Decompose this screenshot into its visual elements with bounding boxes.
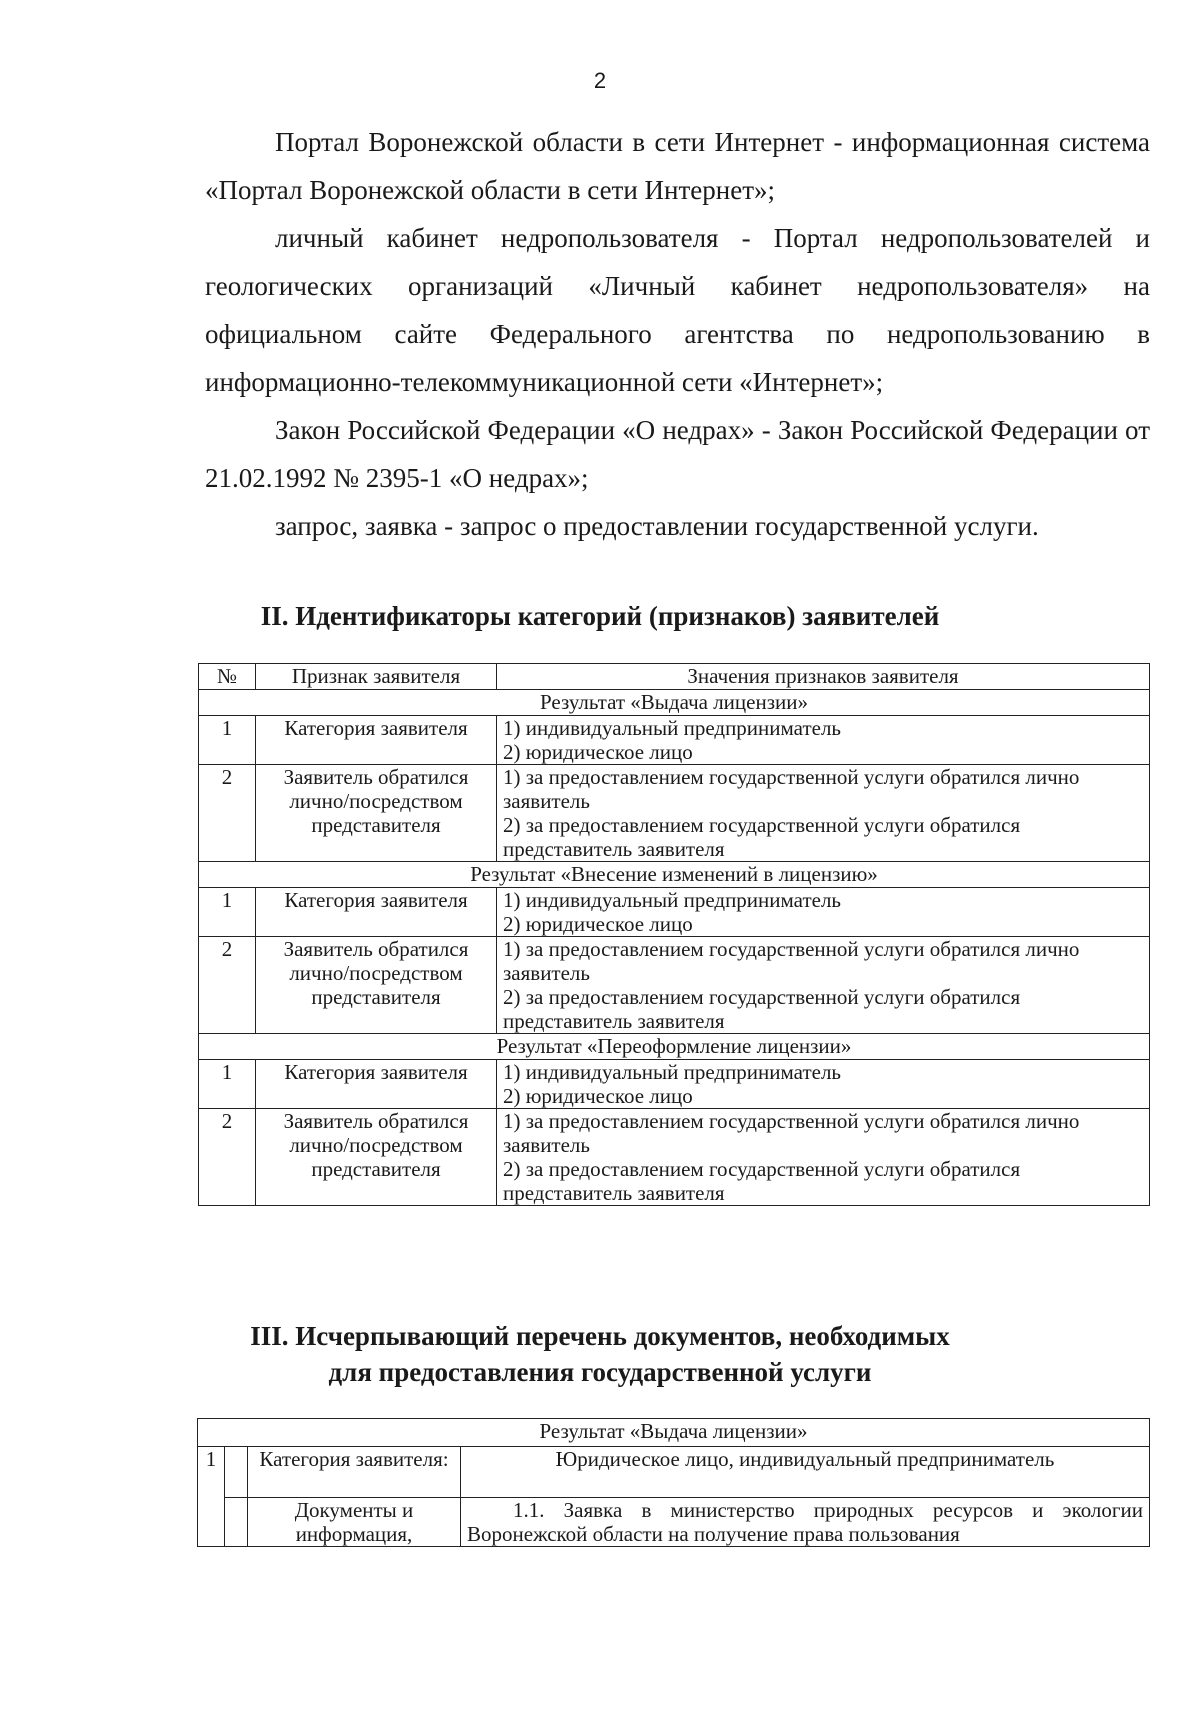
- row-attribute: Категория заявителя: [256, 716, 497, 765]
- value-item: 1) индивидуальный предприниматель: [503, 716, 841, 740]
- documents-table: [197, 1418, 1150, 1547]
- empty-cell: [225, 1447, 248, 1498]
- value-item: 2) за предоставлением государственной услуги обратился представитель заявителя: [503, 985, 1021, 1033]
- value-item: 2) юридическое лицо: [503, 912, 693, 936]
- row-attribute: Категория заявителя: [256, 888, 497, 937]
- row-attribute: Заявитель обратился лично/посредством представителя: [256, 765, 497, 862]
- row-number: 2: [199, 765, 256, 862]
- empty-cell: [225, 1498, 248, 1547]
- group-row: [198, 1419, 1150, 1447]
- row-attribute: Заявитель обратился лично/посредством представителя: [256, 1109, 497, 1206]
- header-number: №: [199, 664, 256, 690]
- table-row: [199, 937, 1150, 1034]
- row-values: [497, 1109, 1150, 1206]
- group-row: [199, 690, 1150, 716]
- paragraph: личный кабинет недропользователя - Портал недропользователей и геологических организаций «Личный кабинет недропользователя» на официальном сайте Федерального агентства по недропользованию в информационно-телекоммуникационной сети «Интернет»;: [205, 223, 1150, 397]
- table-row: [198, 1498, 1150, 1547]
- section-3-title: [0, 1318, 1200, 1390]
- row-number: 1: [199, 888, 256, 937]
- table-row: [199, 1060, 1150, 1109]
- row-number: 2: [199, 1109, 256, 1206]
- row-values: [497, 937, 1150, 1034]
- value-item: 1) за предоставлением государственной услуги обратился лично заявитель: [503, 1109, 1080, 1157]
- header-values: Значения признаков заявителя: [497, 664, 1150, 690]
- value-item: 2) юридическое лицо: [503, 1084, 693, 1108]
- group-row: [199, 1034, 1150, 1060]
- row-number: 1: [198, 1447, 225, 1547]
- definitions-text: [205, 118, 1150, 550]
- row-number: 1: [199, 1060, 256, 1109]
- table-row: [199, 765, 1150, 862]
- category-label: Категория заявителя:: [248, 1447, 461, 1498]
- value-item: 2) за предоставлением государственной услуги обратился представитель заявителя: [503, 1157, 1021, 1205]
- category-value: Юридическое лицо, индивидуальный предприниматель: [461, 1447, 1150, 1498]
- value-item: 1) индивидуальный предприниматель: [503, 1060, 841, 1084]
- documents-label: Документы и информация,: [248, 1498, 461, 1547]
- table-header-row: [199, 664, 1150, 690]
- section-2-title: II. Идентификаторы категорий (признаков) заявителей: [260, 601, 940, 631]
- group-row: [199, 862, 1150, 888]
- row-number: 1: [199, 716, 256, 765]
- paragraph: запрос, заявка - запрос о предоставлении государственной услуги.: [275, 511, 1039, 541]
- table-row: [199, 716, 1150, 765]
- value-item: 2) за предоставлением государственной услуги обратился представитель заявителя: [503, 813, 1021, 861]
- value-item: 1) за предоставлением государственной услуги обратился лично заявитель: [503, 937, 1080, 985]
- group-title: Результат «Переоформление лицензии»: [199, 1034, 1150, 1060]
- row-values: [497, 765, 1150, 862]
- value-item: 1) индивидуальный предприниматель: [503, 888, 841, 912]
- paragraph: Закон Российской Федерации «О недрах» - Закон Российской Федерации от 21.02.1992 № 2395-1 «О недрах»;: [205, 415, 1150, 493]
- group-title: Результат «Выдача лицензии»: [199, 690, 1150, 716]
- group-title: Результат «Выдача лицензии»: [198, 1419, 1150, 1447]
- documents-text: 1.1. Заявка в министерство природных ресурсов и экологии Воронежской области на получение права пользования: [461, 1498, 1150, 1547]
- group-title: Результат «Внесение изменений в лицензию»: [199, 862, 1150, 888]
- page-number: 2: [593, 68, 607, 93]
- value-item: 1) за предоставлением государственной услуги обратился лично заявитель: [503, 765, 1080, 813]
- row-number: 2: [199, 937, 256, 1034]
- section-3-title-line: для предоставления государственной услуги: [328, 1357, 872, 1387]
- applicant-identifiers-table: [198, 663, 1150, 1206]
- table-row: [198, 1447, 1150, 1498]
- header-attribute: Признак заявителя: [256, 664, 497, 690]
- row-values: [497, 888, 1150, 937]
- table-row: [199, 1109, 1150, 1206]
- row-values: [497, 716, 1150, 765]
- table-row: [199, 888, 1150, 937]
- paragraph: Портал Воронежской области в сети Интернет - информационная система «Портал Воронежской области в сети Интернет»;: [205, 127, 1150, 205]
- row-attribute: Заявитель обратился лично/посредством представителя: [256, 937, 497, 1034]
- row-values: [497, 1060, 1150, 1109]
- value-item: 2) юридическое лицо: [503, 740, 693, 764]
- row-attribute: Категория заявителя: [256, 1060, 497, 1109]
- section-3-title-line: III. Исчерпывающий перечень документов, необходимых: [250, 1321, 950, 1351]
